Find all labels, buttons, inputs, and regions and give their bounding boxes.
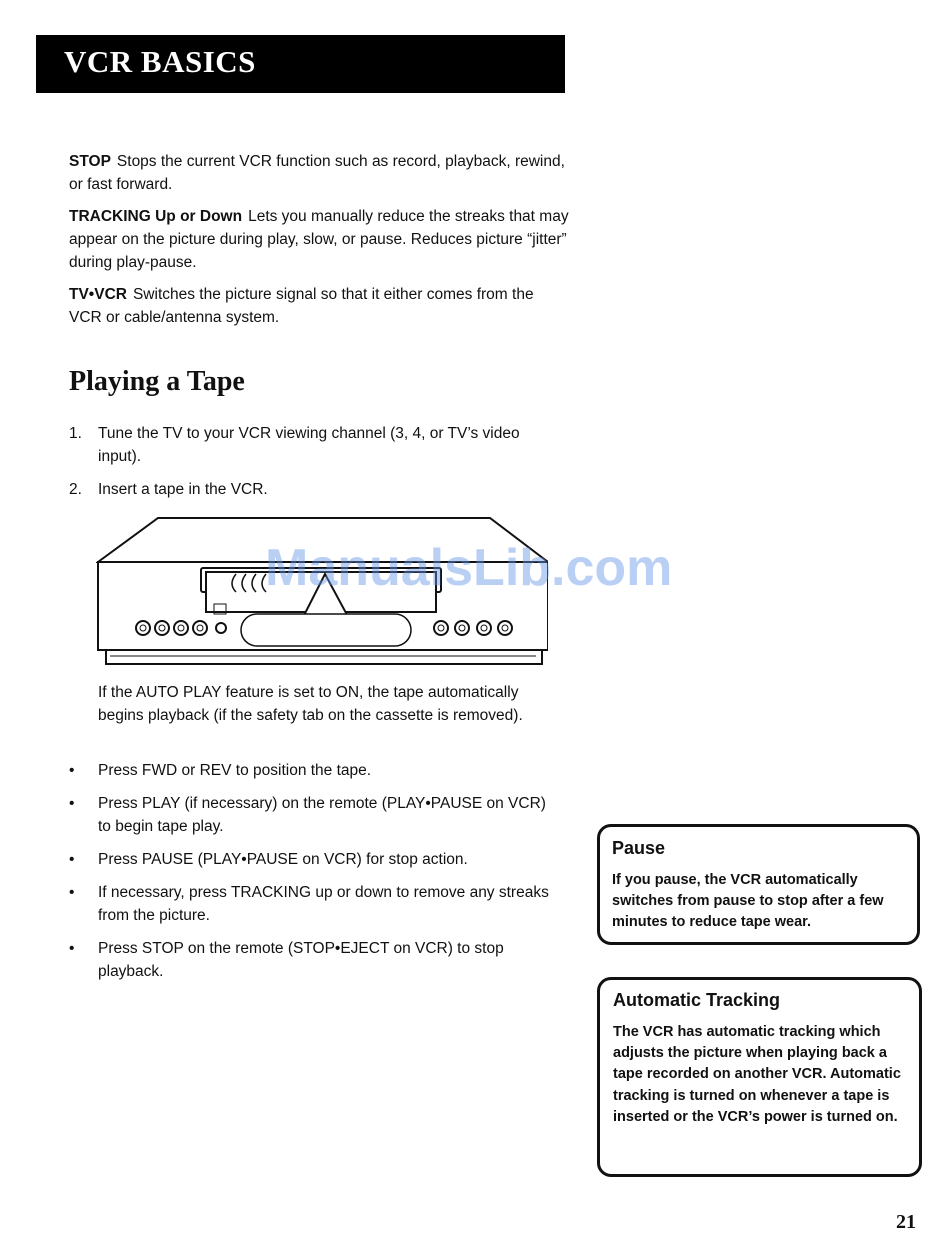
bullet-mark: • xyxy=(69,795,75,812)
autoplay-note: If the AUTO PLAY feature is set to ON, the tape automatically begins playback (if the safety tab on the cassette is removed). xyxy=(98,684,523,724)
bullet-mark: • xyxy=(69,940,75,957)
bullet-list xyxy=(69,759,549,993)
bullet-text: If necessary, press TRACKING up or down to remove any streaks from the picture. xyxy=(98,884,549,924)
automatic-tracking-sidebar xyxy=(597,977,922,1177)
page-number: 21 xyxy=(896,1211,916,1233)
list-item xyxy=(69,759,549,782)
list-item xyxy=(69,792,549,838)
section-header xyxy=(36,35,565,93)
list-item xyxy=(69,937,549,983)
step-text: Tune the TV to your VCR viewing channel (3, 4, or TV’s video input). xyxy=(98,425,520,465)
bullet-mark: • xyxy=(69,762,75,779)
list-item xyxy=(69,478,549,501)
definition-term: STOP xyxy=(69,153,111,170)
sidebar-text: If you pause, the VCR automatically switches from pause to stop after a few minutes to reduce tape wear. xyxy=(612,872,884,931)
watermark: ManualsLib.com xyxy=(265,539,673,597)
sidebar-text: The VCR has automatic tracking which adjusts the picture when playing back a tape recorded on another VCR. Automatic tracking is turned on whenever a tape is inserted or the VCR’s power is turned on. xyxy=(613,1024,901,1125)
bullet-mark: • xyxy=(69,884,75,901)
bullet-text: Press PLAY (if necessary) on the remote (PLAY•PAUSE on VCR) to begin tape play. xyxy=(98,795,546,835)
definition-term: TV•VCR xyxy=(69,286,127,303)
pause-sidebar xyxy=(597,824,920,945)
sidebar-title: Automatic Tracking xyxy=(613,990,781,1010)
definition-tracking xyxy=(69,205,569,274)
section-header-title: VCR BASICS xyxy=(64,44,256,79)
definition-text: Stops the current VCR function such as record, playback, rewind, or fast forward. xyxy=(69,153,565,193)
bullet-mark: • xyxy=(69,851,75,868)
bullet-text: Press FWD or REV to position the tape. xyxy=(98,762,372,779)
page-title: Playing a Tape xyxy=(69,366,245,397)
definition-term: TRACKING Up or Down xyxy=(69,208,243,225)
definition-tv-vcr xyxy=(69,283,569,329)
definition-text: Lets you manually reduce the streaks that may appear on the picture during play, slow, or pause. Reduces picture “jitter” during play-pause. xyxy=(69,208,569,271)
step-number: 2. xyxy=(69,481,82,498)
definition-stop xyxy=(69,150,569,196)
list-item xyxy=(69,881,549,927)
step-text: Insert a tape in the VCR. xyxy=(98,481,268,498)
definitions-list xyxy=(69,150,569,338)
steps-list xyxy=(69,422,549,511)
definition-text: Switches the picture signal so that it either comes from the VCR or cable/antenna system. xyxy=(69,286,534,326)
sidebar-title: Pause xyxy=(612,838,666,858)
step-number: 1. xyxy=(69,425,82,442)
bullet-text: Press PAUSE (PLAY•PAUSE on VCR) for stop action. xyxy=(98,851,468,868)
list-item xyxy=(69,848,549,871)
bullet-text: Press STOP on the remote (STOP•EJECT on VCR) to stop playback. xyxy=(98,940,504,980)
list-item xyxy=(69,422,549,468)
